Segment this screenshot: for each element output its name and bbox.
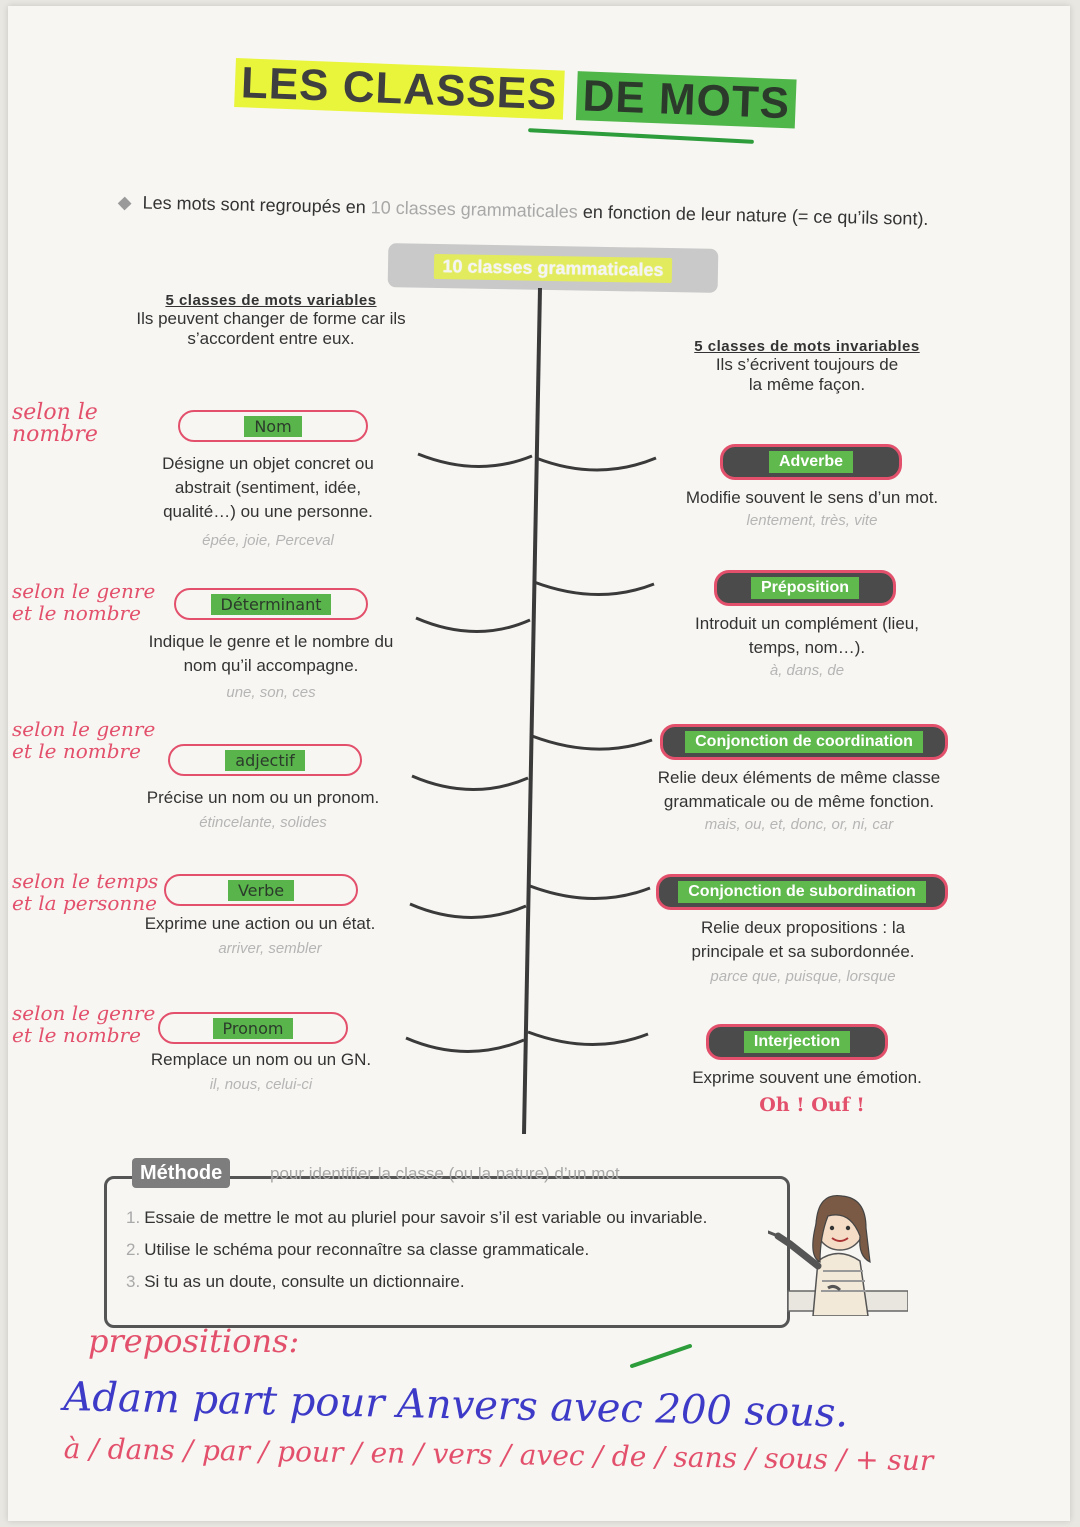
branch-right-4	[530, 886, 650, 899]
class-pill-adjectif	[168, 744, 362, 776]
branch-left-2	[416, 618, 530, 632]
methode-subtitle: pour identifier la classe (ou la nature) d’un mot	[270, 1164, 620, 1183]
class-pill-pronom	[158, 1012, 348, 1044]
note-nom: selon le nombre	[12, 400, 98, 447]
examples-nom: épée, joie, Perceval	[202, 532, 334, 549]
methode-steps	[126, 1208, 707, 1304]
intro-text-before: Les mots sont regroupés en	[142, 192, 366, 218]
branch-left-1	[418, 454, 532, 467]
class-pill-preposition	[714, 570, 896, 606]
class-label-adjectif: adjectif	[225, 750, 304, 771]
right-header-title: 5 classes de mots invariables	[694, 338, 920, 355]
note-adjectif: selon le genre et le nombre	[12, 717, 156, 763]
examples-verbe: arriver, sembler	[218, 940, 322, 957]
definition-adjectif: Précise un nom ou un pronom.	[146, 788, 380, 807]
definition-interjection: Exprime souvent une émotion.	[692, 1068, 922, 1087]
methode-step: 2. Utilise le schéma pour reconnaître sa classe grammaticale.	[126, 1240, 590, 1259]
definition-adverbe: Modifie souvent le sens d’un mot.	[685, 488, 939, 507]
center-label: 10 classes grammaticales	[434, 253, 672, 282]
definition-pronom: Remplace un nom ou un GN.	[150, 1050, 372, 1069]
class-label-conjonction-coordination: Conjonction de coordination	[685, 731, 923, 753]
examples-preposition: à, dans, de	[769, 662, 845, 679]
class-pill-conjonction-coordination	[660, 724, 948, 760]
intro-text-after: en fonction de leur nature (= ce qu’ils sont).	[582, 201, 929, 229]
class-pill-conjonction-subordination	[656, 874, 948, 910]
examples-conjonction-subordination: parce que, puisque, lorsque	[710, 968, 896, 985]
center-label-pill	[388, 243, 719, 293]
title-underline	[528, 128, 754, 144]
class-label-verbe: Verbe	[228, 880, 294, 901]
intro-muted: 10 classes grammaticales	[370, 197, 579, 222]
worksheet-page	[8, 6, 1070, 1521]
left-header-desc: Ils peuvent changer de forme car ils s’accordent entre eux.	[136, 309, 406, 348]
note-determinant: selon le genre et le nombre	[12, 579, 156, 625]
class-pill-determinant	[174, 588, 368, 620]
branch-right-5	[528, 1032, 648, 1045]
definition-conjonction-subordination: Relie deux propositions : la principale et sa subordonnée.	[691, 918, 915, 961]
definition-conjonction-coordination: Relie deux éléments de même classe grammaticale ou de même fonction.	[657, 768, 941, 811]
handwritten-example-sentence: Adam part pour Anvers avec 200 sous.	[63, 1374, 849, 1437]
examples-determinant: une, son, ces	[226, 684, 316, 701]
class-label-nom: Nom	[244, 416, 301, 437]
branch-left-3	[412, 776, 528, 790]
branch-right-2	[534, 582, 654, 595]
left-column-header	[136, 292, 406, 349]
bullet-icon: ◆	[117, 192, 132, 213]
branch-right-3	[532, 736, 652, 749]
class-label-determinant: Déterminant	[211, 594, 332, 615]
tree-trunk	[524, 288, 540, 1134]
page-title	[234, 58, 797, 130]
examples-pronom: il, nous, celui-ci	[209, 1076, 313, 1093]
class-pill-verbe	[164, 874, 358, 906]
class-label-pronom: Pronom	[213, 1018, 294, 1039]
class-label-adverbe: Adverbe	[769, 451, 853, 473]
definition-preposition: Introduit un complément (lieu, temps, nom…).	[695, 614, 919, 657]
examples-adjectif: étincelante, solides	[199, 814, 327, 831]
branch-left-5	[406, 1038, 524, 1052]
right-header-desc: Ils s’écrivent toujours de la même façon.	[715, 355, 899, 394]
intro-sentence	[118, 192, 998, 231]
examples-adverbe: lentement, très, vite	[746, 512, 878, 529]
definition-determinant: Indique le genre et le nombre du nom qu’il accompagne.	[148, 632, 394, 675]
right-column-header	[672, 338, 942, 395]
class-pill-adverbe	[720, 444, 902, 480]
note-verbe: selon le temps et la personne	[12, 869, 159, 915]
title-part-1: LES CLASSES	[234, 58, 564, 120]
examples-interjection: Oh ! Ouf !	[759, 1094, 865, 1116]
class-label-interjection: Interjection	[744, 1031, 850, 1053]
note-pronom: selon le genre et le nombre	[12, 1001, 156, 1047]
branch-left-4	[410, 904, 526, 918]
class-pill-interjection	[706, 1024, 888, 1060]
class-pill-nom	[178, 410, 368, 442]
title-part-2: DE MOTS	[576, 71, 797, 128]
methode-tag: Méthode	[132, 1158, 230, 1188]
methode-step: 3. Si tu as un doute, consulte un dictionnaire.	[126, 1272, 465, 1291]
definition-verbe: Exprime une action ou un état.	[144, 914, 376, 933]
class-label-conjonction-subordination: Conjonction de subordination	[678, 881, 926, 903]
branch-right-1	[536, 458, 656, 470]
examples-conjonction-coordination: mais, ou, et, donc, or, ni, car	[704, 816, 894, 833]
handwritten-preposition-list: à / dans / par / pour / en / vers / avec / de / sans / sous / + sur	[63, 1432, 934, 1478]
definition-nom: Désigne un objet concret ou abstrait (sentiment, idée, qualité…) ou une personne.	[162, 454, 374, 521]
student-illustration	[768, 1166, 908, 1316]
methode-step: 1. Essaie de mettre le mot au pluriel pour savoir s’il est variable ou invariable.	[126, 1208, 708, 1227]
class-label-preposition: Préposition	[751, 577, 859, 599]
left-header-title: 5 classes de mots variables	[165, 292, 377, 309]
handwritten-prepositions-heading: prepositions:	[88, 1322, 300, 1360]
pen-mark-icon	[628, 1340, 698, 1370]
